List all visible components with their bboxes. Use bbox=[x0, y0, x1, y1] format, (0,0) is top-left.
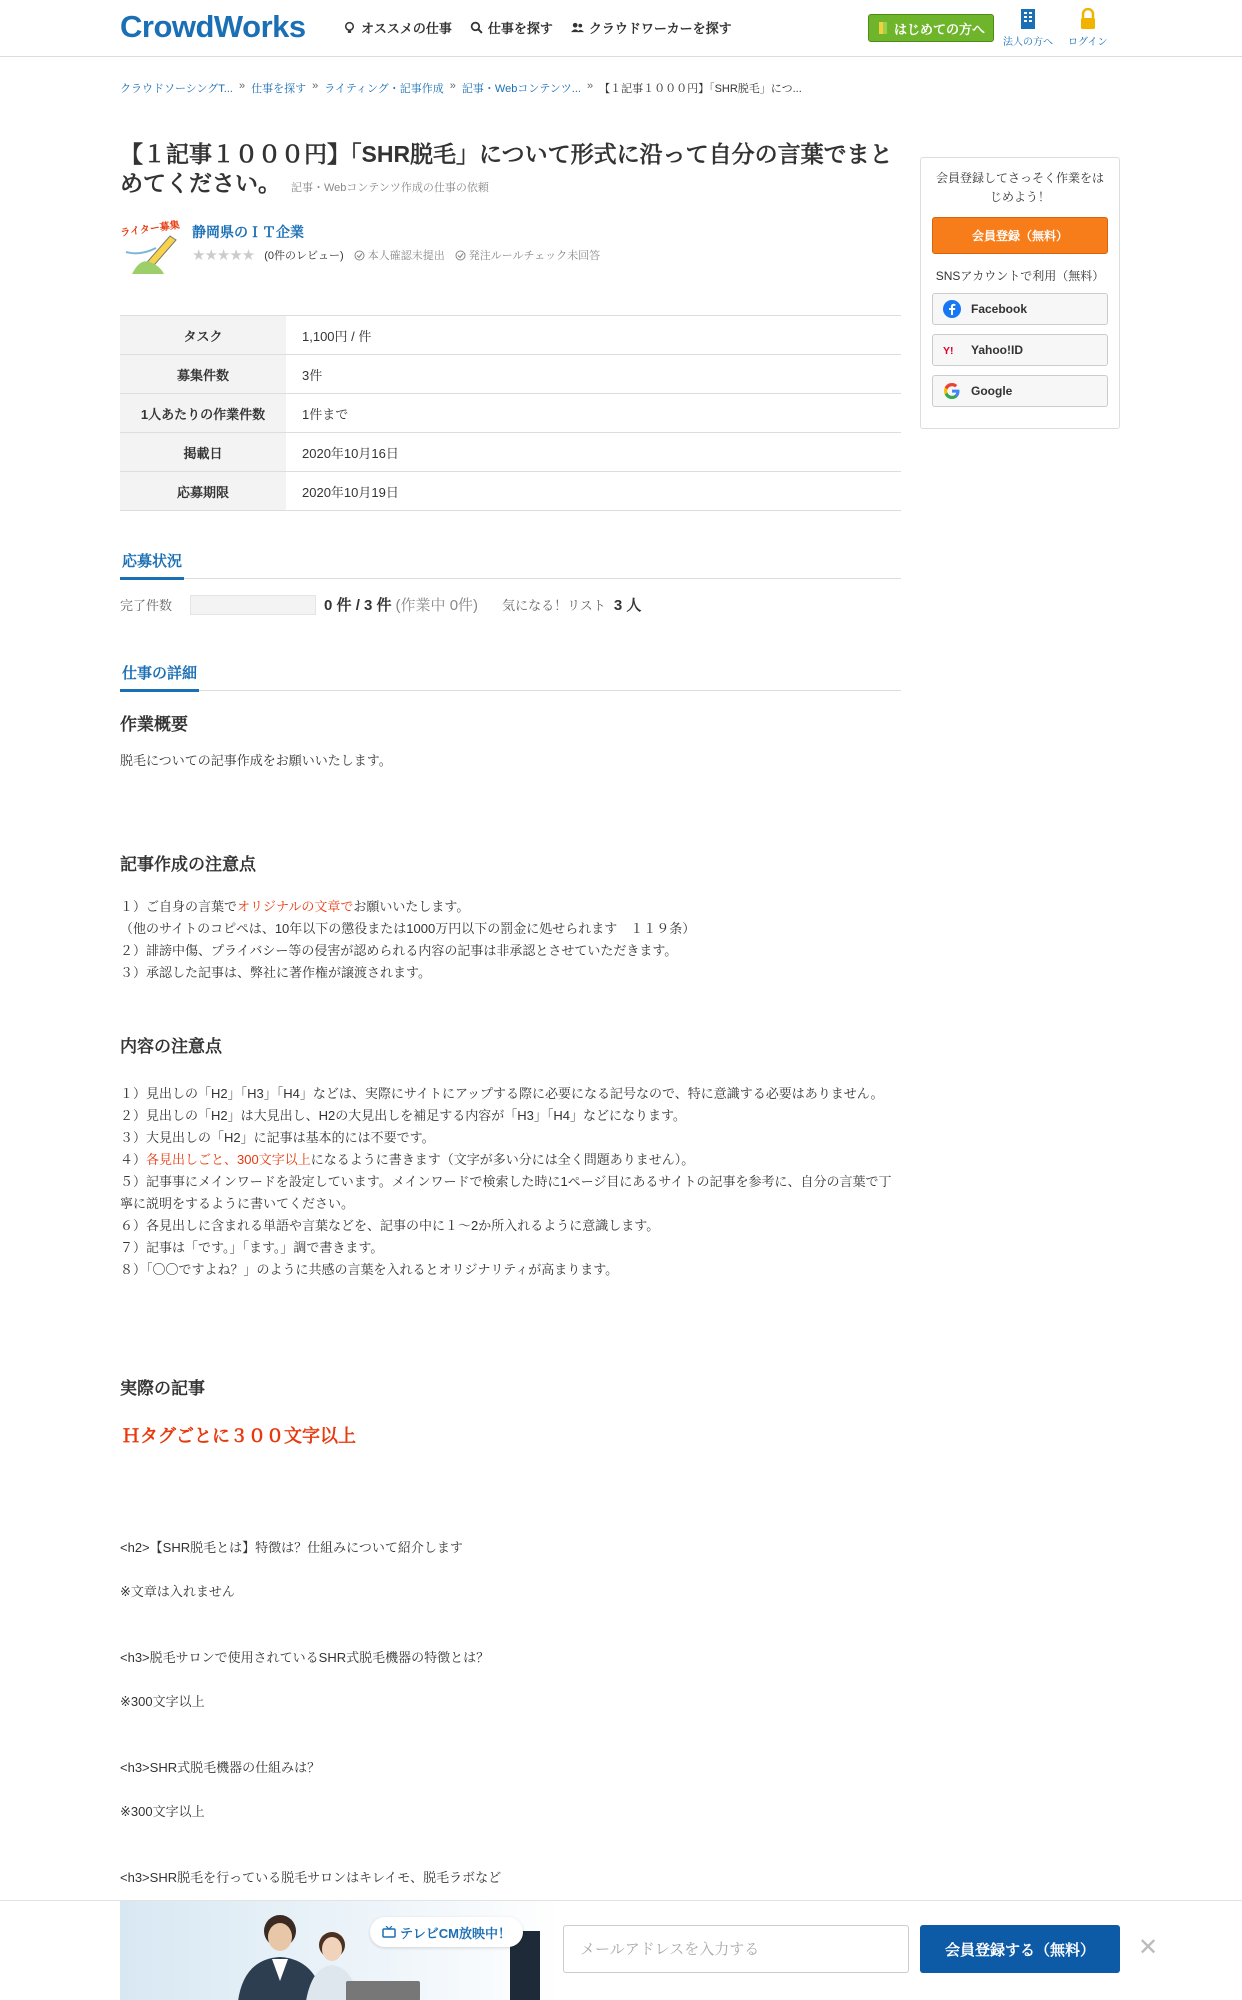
nav-find-jobs[interactable] bbox=[470, 18, 553, 37]
job-title-text: 【１記事１０００円】「SHR脱毛」について形式に沿って自分の言葉でまとめてください。 bbox=[120, 141, 893, 196]
review-count[interactable]: (0件のレビュー) bbox=[264, 250, 344, 262]
check-circle-icon bbox=[354, 250, 365, 261]
site-header bbox=[0, 0, 1242, 57]
row-value: 2020年10月19日 bbox=[286, 472, 901, 511]
row-label: タスク bbox=[120, 316, 286, 355]
outline-line: <h3>SHR式脱毛機器の仕組みは？ bbox=[120, 1760, 321, 1775]
nav-find-jobs-label: 仕事を探す bbox=[487, 21, 553, 36]
tab-application-status[interactable]: 応募状況 bbox=[120, 548, 184, 580]
bottom-signup-bar bbox=[0, 1900, 1242, 2000]
table-row bbox=[120, 394, 901, 433]
note-text: お願いいたします。 bbox=[353, 899, 470, 914]
content-item: ６）各見出しに含まれる単語や言葉などを、記事の中に１～2か所入れるように意識します。 bbox=[120, 1218, 660, 1233]
actual-article-heading: 実際の記事 bbox=[120, 1379, 205, 1398]
row-label: 掲載日 bbox=[120, 433, 286, 472]
nav-find-workers-label: クラウドワーカーを探す bbox=[588, 21, 732, 36]
favorite-count: 3 人 bbox=[613, 597, 642, 614]
client-logo-text: ライター募集 bbox=[119, 219, 181, 240]
outline-line: ※300文字以上 bbox=[120, 1694, 205, 1709]
lightbulb-icon bbox=[343, 21, 356, 34]
corporate-link[interactable] bbox=[1003, 8, 1053, 48]
notes-text bbox=[120, 896, 901, 984]
leaf-icon bbox=[877, 21, 889, 35]
overview-heading: 作業概要 bbox=[120, 715, 188, 734]
content-item: ３）大見出しの「H2」に記事は基本的には不要です。 bbox=[120, 1130, 435, 1145]
outline-line: ※300文字以上 bbox=[120, 1804, 205, 1819]
breadcrumb-separator: » bbox=[238, 80, 246, 92]
outline-line: <h3>SHR脱毛を行っている脱毛サロンはキレイモ、脱毛ラボなど bbox=[120, 1870, 502, 1885]
breadcrumb bbox=[120, 80, 802, 96]
content-item bbox=[120, 1149, 901, 1171]
breadcrumb-item[interactable]: ライティング・記事作成 bbox=[324, 83, 444, 95]
rule-check-status bbox=[455, 247, 600, 263]
promo-photo bbox=[120, 1901, 560, 2000]
completion-progress-bar bbox=[190, 595, 316, 615]
breadcrumb-separator: » bbox=[312, 80, 319, 92]
row-value: 1件まで bbox=[286, 394, 901, 433]
client-meta bbox=[192, 246, 600, 264]
table-row bbox=[120, 355, 901, 394]
content-highlight: 各見出しごと、300文字以上 bbox=[146, 1152, 311, 1167]
content-text: になるように書きます（文字が多い分には全く問題ありません）。 bbox=[310, 1152, 695, 1167]
outline-line: <h2>【SHR脱毛とは】特徴は？仕組みについて紹介します bbox=[120, 1540, 463, 1555]
google-login-button[interactable] bbox=[932, 375, 1108, 407]
login-label: ログイン bbox=[1068, 37, 1108, 48]
facebook-login-button[interactable] bbox=[932, 293, 1108, 325]
close-icon[interactable]: ✕ bbox=[1138, 1934, 1159, 1961]
tab-job-detail[interactable]: 仕事の詳細 bbox=[120, 660, 199, 692]
google-icon bbox=[943, 382, 961, 400]
row-label: 募集件数 bbox=[120, 355, 286, 394]
nav-find-workers[interactable] bbox=[571, 18, 732, 37]
row-value: 1,100円 / 件 bbox=[286, 316, 901, 355]
job-main bbox=[119, 140, 901, 1885]
row-label: 1人あたりの作業件数 bbox=[120, 394, 286, 433]
building-icon bbox=[1018, 8, 1038, 30]
table-row bbox=[120, 433, 901, 472]
rule-check-label: 発注ルールチェック未回答 bbox=[468, 250, 601, 262]
check-circle-icon bbox=[455, 250, 466, 261]
breadcrumb-item[interactable]: 仕事を探す bbox=[251, 83, 307, 95]
note-text: １）ご自身の言葉で bbox=[120, 899, 238, 914]
breadcrumb-current: 【１記事１０００円】「SHR脱毛」につ... bbox=[599, 83, 802, 95]
favorite-list-label: 気になる！リスト bbox=[502, 598, 606, 613]
email-field[interactable] bbox=[563, 1925, 909, 1973]
client-name[interactable]: 静岡県のＩＴ企業 bbox=[192, 224, 304, 240]
note-item: （他のサイトのコピペは、10年以下の懲役または1000万円以下の罰金に処せられます １１９条） bbox=[120, 921, 696, 936]
google-label: Google bbox=[971, 384, 1013, 398]
search-icon bbox=[470, 21, 483, 34]
application-status bbox=[120, 594, 641, 615]
first-time-label: はじめての方へ bbox=[893, 21, 985, 37]
notes-heading: 記事作成の注意点 bbox=[120, 855, 256, 874]
job-info-table bbox=[120, 315, 901, 511]
site-logo[interactable]: CrowdWorks bbox=[120, 9, 306, 44]
client-logo[interactable] bbox=[120, 218, 182, 276]
done-label: 完了件数 bbox=[120, 598, 173, 613]
facebook-label: Facebook bbox=[971, 302, 1028, 316]
content-item: ５）記事事にメインワードを設定しています。メインワードで検索した時に1ページ目にあるサイトの記事を参考に、自分の言葉で丁寧に説明をするように書いてください。 bbox=[120, 1174, 892, 1211]
lock-icon bbox=[1078, 8, 1098, 30]
table-row bbox=[120, 472, 901, 511]
nav-recommended-label: オススメの仕事 bbox=[361, 21, 452, 36]
overview-text: 脱毛についての記事作成をお願いいたします。 bbox=[120, 753, 392, 768]
row-value: 3件 bbox=[286, 355, 901, 394]
job-detail-tab bbox=[120, 660, 901, 691]
people-illustration bbox=[120, 1901, 560, 2000]
content-item: ２）見出しの「H2」は大見出し、H2の大見出しを補足する内容が「H3」「H4」などになります。 bbox=[120, 1108, 686, 1123]
signup-sidebar bbox=[920, 157, 1120, 429]
bottom-register-button[interactable]: 会員登録する（無料） bbox=[920, 1925, 1120, 1973]
table-row bbox=[120, 316, 901, 355]
breadcrumb-separator: » bbox=[449, 80, 456, 92]
breadcrumb-separator: » bbox=[586, 80, 594, 92]
note-highlight: オリジナルの文章で bbox=[237, 899, 354, 914]
note-item: ２）誹謗中傷、プライバシー等の侵害が認められる内容の記事は非承認とさせていただきます。 bbox=[120, 943, 678, 958]
tv-icon bbox=[382, 1926, 396, 1938]
note-item: ３）承認した記事は、弊社に著作権が譲渡されます。 bbox=[120, 965, 431, 980]
job-category[interactable]: 記事・Webコンテンツ作成の仕事の依頼 bbox=[291, 182, 489, 194]
tv-cm-badge bbox=[370, 1917, 523, 1947]
corporate-label: 法人の方へ bbox=[1003, 37, 1053, 48]
sidebar-intro: 会員登録してさっそく作業をはじめよう！ bbox=[935, 171, 1104, 204]
row-value: 2020年10月16日 bbox=[286, 433, 901, 472]
outline-line: ※文章は入れません bbox=[120, 1584, 235, 1599]
content-text: ４） bbox=[120, 1152, 147, 1167]
tv-cm-label: テレビCM放映中！ bbox=[400, 1925, 511, 1941]
identity-status bbox=[354, 247, 445, 263]
breadcrumb-item[interactable]: クラウドソーシングT... bbox=[120, 83, 233, 95]
in-progress-count: (作業中 0件) bbox=[395, 597, 479, 614]
facebook-icon bbox=[943, 300, 961, 318]
breadcrumb-item[interactable]: 記事・Webコンテンツ... bbox=[461, 83, 581, 95]
client-block bbox=[120, 218, 901, 278]
register-button[interactable]: 会員登録（無料） bbox=[932, 217, 1108, 254]
content-heading: 内容の注意点 bbox=[120, 1037, 222, 1056]
first-time-button[interactable] bbox=[868, 14, 994, 42]
content-item: １）見出しの「H2」「H3」「H4」などは、実際にサイトにアップする際に必要になる記号なので、特に意識する必要はありません。 bbox=[120, 1086, 884, 1101]
identity-status-label: 本人確認未提出 bbox=[367, 250, 445, 262]
content-item: ７）記事は「です。」「ます。」調で書きます。 bbox=[120, 1240, 384, 1255]
login-link[interactable] bbox=[1068, 8, 1108, 48]
content-notes bbox=[120, 1083, 901, 1281]
page-title bbox=[120, 140, 901, 203]
sns-label: SNSアカウントで利用（無料） bbox=[935, 269, 1105, 283]
content-item: ８）「〇〇ですよね？」のように共感の言葉を入れるとオリジナリティが高まります。 bbox=[120, 1262, 619, 1277]
row-label: 応募期限 bbox=[120, 472, 286, 511]
completion-count: 0 件 / 3 件 bbox=[324, 597, 392, 614]
htag-note: Ｈタグごとに３００文字以上 bbox=[122, 1426, 356, 1446]
rating-stars-icon: ★★★★★ bbox=[192, 247, 255, 264]
nav-recommended[interactable] bbox=[343, 18, 452, 37]
main-nav bbox=[343, 18, 732, 37]
svg-text:Y!: Y! bbox=[943, 344, 954, 357]
users-icon bbox=[571, 21, 584, 34]
yahoo-label: Yahoo!ID bbox=[971, 343, 1024, 357]
outline-line: <h3>脱毛サロンで使用されているSHR式脱毛機器の特徴とは？ bbox=[120, 1650, 490, 1665]
application-status-tab bbox=[120, 548, 901, 579]
note-item bbox=[120, 896, 901, 918]
yahoo-icon bbox=[943, 341, 961, 359]
yahoo-login-button[interactable] bbox=[932, 334, 1108, 366]
